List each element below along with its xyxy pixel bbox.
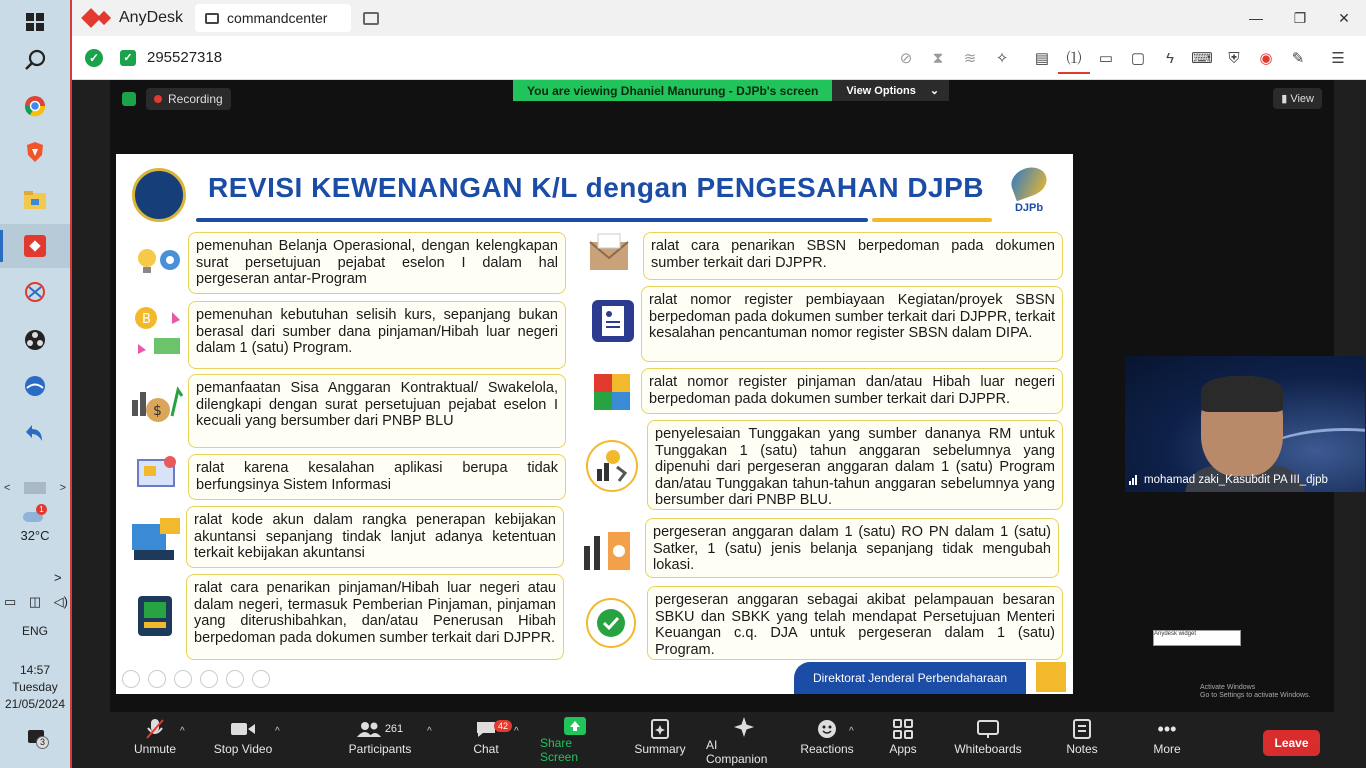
money-chart-icon xyxy=(586,440,638,492)
more-dots-icon: ••• xyxy=(1157,718,1177,739)
chevron-up-icon[interactable]: ^ xyxy=(427,726,432,737)
actions-icon[interactable]: ϟ xyxy=(1166,49,1174,67)
obs-icon[interactable] xyxy=(0,318,70,362)
app-globe-icon[interactable] xyxy=(0,364,70,408)
right-item-card: ralat nomor register pembiayaan Kegiatan/proyek SBSN berpedoman pada dokumen sumber terkait dari DJPPR, terkait kesalahan pencantuman nomor register SBSN dalam DIPA. xyxy=(641,286,1063,362)
document-id-icon xyxy=(592,300,634,342)
participants-count: 261 xyxy=(384,723,404,735)
record-icon[interactable]: ◉ xyxy=(1259,50,1273,67)
pen-icon[interactable] xyxy=(174,670,192,688)
left-item-card: pemenuhan kebutuhan selisih kurs, sepanjang bukan berasal dari sumber dana pinjaman/Hibah luar negeri dalam 1 (satu) Program. xyxy=(188,301,566,369)
battery-icon[interactable]: ▭ xyxy=(4,594,17,609)
participant-name-tag xyxy=(1129,474,1328,486)
anydesk-logo xyxy=(84,9,183,27)
chat-bubble-icon xyxy=(475,716,497,742)
recording-indicator[interactable] xyxy=(122,88,231,110)
chevron-down-icon: ⌄ xyxy=(929,85,940,97)
apps-label: Apps xyxy=(889,742,917,756)
unmute-label: Unmute xyxy=(133,742,177,756)
signal-strength-icon xyxy=(1129,475,1138,485)
participants-icon xyxy=(357,716,403,742)
djpb-logo-text: DJPb xyxy=(1014,202,1044,214)
left-item-card: ralat cara penarikan pinjaman/Hibah luar negeri atau dalam negeri, termasuk Pemberian Pinjaman, pinjaman yang diterushibahkan, dan/atau Penerusan Hibah berpedoman pada dokumen sumber terkait dari DJPPR. xyxy=(186,574,564,660)
chevron-up-icon[interactable]: ^ xyxy=(275,726,280,737)
budget-shift-icon xyxy=(578,526,634,576)
monitor-select-icon[interactable]: ⑴ xyxy=(1058,42,1090,74)
participant-hair xyxy=(1201,376,1283,412)
view-button[interactable] xyxy=(1273,88,1322,109)
chevron-up-icon[interactable]: ^ xyxy=(180,726,185,737)
title-underline-blue xyxy=(196,218,868,222)
slide-footer: Direktorat Jenderal Perbendaharaan xyxy=(794,662,1026,694)
security-shield-icon[interactable] xyxy=(122,92,136,106)
envelope-icon xyxy=(588,232,630,274)
more-label: More xyxy=(1153,742,1181,756)
presentation-slide xyxy=(116,154,1073,694)
apps-icon xyxy=(893,716,913,742)
more-button[interactable] xyxy=(1152,716,1182,764)
app-arrow-icon[interactable] xyxy=(0,412,70,456)
brave-icon[interactable] xyxy=(0,130,70,174)
chevron-up-icon[interactable]: ^ xyxy=(514,726,519,737)
viewing-banner xyxy=(513,80,949,101)
activate-line-2: Go to Settings to activate Windows. xyxy=(1200,692,1311,699)
anydesk-addressbar xyxy=(72,36,1366,80)
reactions-label: Reactions xyxy=(800,742,854,756)
right-item-card: pergeseran anggaran dalam 1 (satu) RO PN dalam 1 (satu) Satker, 1 (satu) jenis belanja sepanjang tidak mengubah lokasi. xyxy=(645,518,1059,578)
shared-screen-area xyxy=(110,80,1334,712)
activate-line-1: Activate Windows xyxy=(1200,684,1256,691)
notification-center-icon[interactable] xyxy=(28,730,46,746)
notes-button[interactable] xyxy=(1066,716,1098,764)
share-screen-icon xyxy=(564,716,586,736)
whiteboards-button[interactable] xyxy=(954,716,1022,764)
prev-slide-icon[interactable] xyxy=(122,670,140,688)
svg-text:$: $ xyxy=(153,403,162,419)
favorite-icon[interactable]: ✧ xyxy=(995,50,1009,67)
view-options-button[interactable] xyxy=(832,80,949,101)
weather-temp: 32°C xyxy=(20,528,50,543)
chevron-up-icon[interactable]: ^ xyxy=(849,726,854,737)
zoom-icon[interactable] xyxy=(226,670,244,688)
tab-label: commandcenter xyxy=(227,10,328,26)
menu-icon[interactable]: ☰ xyxy=(1331,50,1345,67)
next-slide-icon[interactable] xyxy=(148,670,166,688)
summary-label: Summary xyxy=(634,742,686,756)
windows-taskbar xyxy=(0,0,72,768)
anydesk-taskbar-icon[interactable] xyxy=(0,224,70,268)
recording-label: Recording xyxy=(168,92,223,106)
chat-badge: 42 xyxy=(494,720,512,732)
tray-expand-icon[interactable]: > xyxy=(54,570,62,585)
anydesk-app-name: AnyDesk xyxy=(119,9,184,26)
remote-address[interactable]: 295527318 xyxy=(147,49,223,66)
hourglass-icon[interactable]: ⧗ xyxy=(932,49,944,67)
chat-button[interactable] xyxy=(472,716,509,764)
participants-button[interactable] xyxy=(348,716,412,764)
video-camera-icon xyxy=(231,716,255,742)
clock[interactable] xyxy=(0,662,70,713)
ai-companion-label: AI Companion xyxy=(706,738,768,766)
atm-card-icon xyxy=(134,594,176,642)
scroll-left-icon[interactable]: < xyxy=(4,482,11,494)
djpb-logo-icon xyxy=(1007,163,1050,202)
participants-label: Participants xyxy=(348,742,412,756)
slide-title: REVISI KEWENANGAN K/L dengan PENGESAHAN DJPB xyxy=(208,172,985,203)
whiteboard-icon[interactable]: ✎ xyxy=(1291,50,1305,67)
file-transfer-icon[interactable]: ▤ xyxy=(1034,50,1050,67)
grid-icon[interactable] xyxy=(200,670,218,688)
floating-mini-window[interactable]: Anydesk widget xyxy=(1153,630,1241,646)
chat-icon[interactable]: ▢ xyxy=(1130,50,1146,67)
connection-ok-icon: ✓ xyxy=(85,49,103,67)
left-item-card: ralat kode akun dalam rangka penerapan kebijakan akuntansi sepanjang tindak lanjut adanya ketentuan terkait kebijakan akuntansi xyxy=(186,506,564,568)
slide-controls xyxy=(122,670,278,688)
clock-date: 21/05/2024 xyxy=(4,697,66,711)
left-item-card: ralat karena kesalahan aplikasi berupa tidak berfungsinya Sistem Informasi xyxy=(188,454,566,500)
view-options-label: View Options xyxy=(846,84,916,97)
anydesk-titlebar xyxy=(72,0,1366,36)
zoom-meeting xyxy=(72,80,1366,768)
maximize-button[interactable]: ❐ xyxy=(1293,9,1307,26)
puzzle-hands-icon xyxy=(590,368,636,414)
activate-windows-watermark xyxy=(1200,684,1311,700)
privacy-icon[interactable]: ⊘ xyxy=(899,50,913,67)
lightbulb-gear-icon xyxy=(132,236,184,282)
clock-time: 14:57 xyxy=(19,663,51,677)
scroll-thumb[interactable] xyxy=(24,482,46,494)
left-item-card: pemenuhan Belanja Operasional, dengan kelengkapan surat persetujuan pejabat eselon I dalam hal pergeseran antar-Program xyxy=(188,232,566,294)
network-icon[interactable]: ◫ xyxy=(28,594,42,609)
whiteboards-label: Whiteboards xyxy=(954,742,1022,756)
stop-video-button[interactable] xyxy=(212,716,274,764)
verified-icon: ✓ xyxy=(120,50,136,66)
ai-companion-button[interactable] xyxy=(706,716,782,764)
notes-label: Notes xyxy=(1066,742,1098,756)
search-icon[interactable] xyxy=(0,38,70,82)
notification-count: 3 xyxy=(36,736,49,749)
right-item-card: ralat cara penarikan SBSN berpedoman pada dokumen sumber terkait dari DJPPR. xyxy=(643,232,1063,280)
leave-button[interactable]: Leave xyxy=(1263,730,1320,756)
microphone-muted-icon xyxy=(145,716,165,742)
kemenkeu-emblem xyxy=(132,168,186,222)
approved-check-icon xyxy=(586,598,636,648)
apps-button[interactable] xyxy=(888,716,918,764)
weather-cloud-icon xyxy=(23,506,47,524)
language-indicator[interactable]: ENG xyxy=(21,624,48,638)
snipping-tool-icon[interactable] xyxy=(0,270,70,314)
weather-widget[interactable] xyxy=(0,506,70,543)
zoom-toolbar xyxy=(72,712,1366,768)
close-button[interactable]: ✕ xyxy=(1338,9,1350,26)
reactions-button[interactable] xyxy=(802,716,852,764)
summary-icon xyxy=(651,716,669,742)
tab-commandcenter[interactable] xyxy=(195,4,351,32)
accounting-icon xyxy=(130,514,182,564)
notes-icon xyxy=(1073,716,1091,742)
window-controls xyxy=(1234,0,1366,36)
slide-footer-accent xyxy=(1036,662,1066,692)
viewing-message: You are viewing Dhaniel Manurung - DJPb's screen xyxy=(513,80,832,101)
view-layout-icon: ▮ xyxy=(1281,93,1291,105)
right-item-card: pergeseran anggaran sebagai akibat pelampauan besaran SBKU dan SBKK yang telah mendapat Persetujuan Menteri Keuangan c.q. DJA untuk pergeseran dalam 1 (satu) Program. xyxy=(647,586,1063,660)
participant-name: mohamad zaki_Kasubdit PA III_djpb xyxy=(1144,474,1328,486)
display-icon[interactable]: ▭ xyxy=(1098,50,1114,67)
currency-exchange-icon xyxy=(132,304,184,360)
clock-day: Tuesday xyxy=(12,680,58,694)
left-item-card: pemanfaatan Sisa Anggaran Kontraktual/ Swakelola, dilengkapi dengan surat persetujuan pejabat eselon I kecuali yang bersumber dari PNBP BLU xyxy=(188,374,566,448)
database-icon[interactable]: ≋ xyxy=(963,50,977,67)
taskbar-scroller[interactable] xyxy=(0,480,70,496)
stop-video-label: Stop Video xyxy=(213,742,273,756)
share-screen-button[interactable] xyxy=(540,716,610,764)
unmute-button[interactable] xyxy=(132,716,178,764)
weather-badge: 1 xyxy=(36,504,47,515)
right-item-card: penyelesaian Tunggakan yang sumber dananya RM untuk Tunggakan 1 (satu) tahun anggaran sebelumnya yang dipenuhi dari pergeseran anggaran dalam 1 (satu) Program dan/atau Tunggakan tahun-tahun anggaran sebelumnya yang bersumber dari PNBP BLU. xyxy=(647,420,1063,510)
title-underline-yellow xyxy=(872,218,992,222)
more-options-icon[interactable] xyxy=(252,670,270,688)
system-error-icon xyxy=(130,452,182,496)
monitor-icon xyxy=(205,13,219,24)
summary-button[interactable] xyxy=(634,716,686,764)
svg-text:B: B xyxy=(142,312,151,327)
right-item-card: ralat nomor register pinjaman dan/atau Hibah luar negeri berpedoman pada dokumen sumber terkait dari DJPPR. xyxy=(641,368,1063,414)
recording-dot-icon xyxy=(154,95,162,103)
participant-video[interactable] xyxy=(1125,356,1365,492)
view-label: View xyxy=(1290,93,1314,105)
permissions-icon[interactable]: ⛨ xyxy=(1228,49,1240,67)
file-explorer-icon[interactable] xyxy=(0,178,70,222)
djpb-logo xyxy=(1004,168,1054,222)
emoji-icon xyxy=(817,716,837,742)
system-tray xyxy=(4,594,68,610)
volume-icon[interactable]: ◁) xyxy=(53,594,68,609)
scroll-right-icon[interactable]: > xyxy=(59,482,66,494)
keyboard-icon[interactable]: ⌨ xyxy=(1191,50,1213,67)
minimize-button[interactable]: — xyxy=(1249,10,1263,26)
chrome-icon[interactable] xyxy=(0,84,70,128)
anydesk-toolbar xyxy=(890,36,1354,80)
chat-label: Chat xyxy=(473,742,499,756)
new-session-icon[interactable] xyxy=(363,12,379,25)
anydesk-logo-icon-2 xyxy=(97,11,111,25)
whiteboard-icon xyxy=(977,716,999,742)
share-screen-label: Share Screen xyxy=(540,736,579,764)
sparkle-icon xyxy=(733,716,755,738)
money-growth-icon xyxy=(128,380,184,436)
